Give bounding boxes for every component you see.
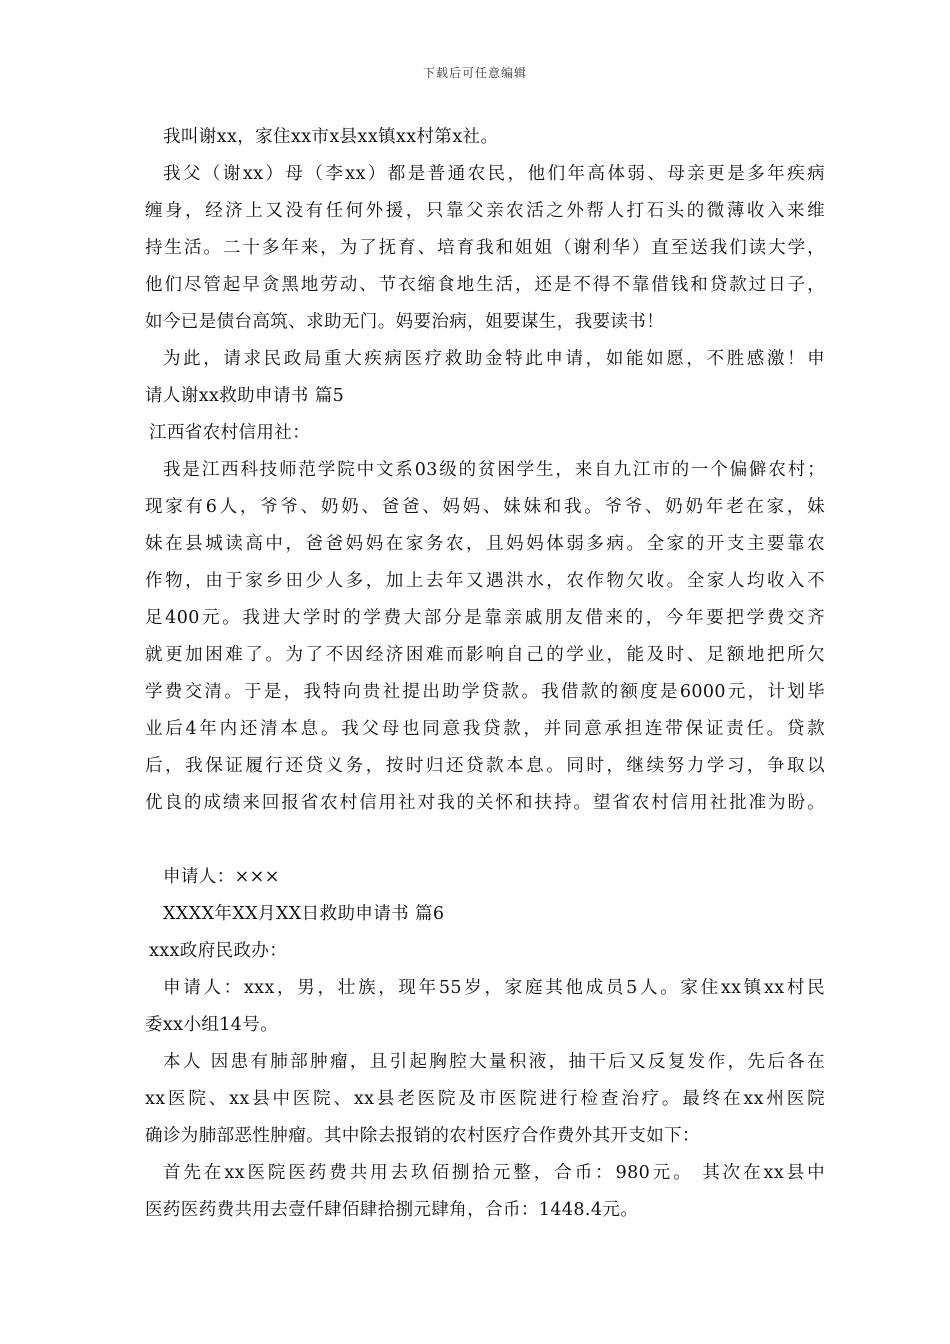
- page-header: 下载后可任意编辑: [422, 66, 527, 80]
- text-line: 业后4年内还清本息。我父母也同意我贷款，并同意承担连带保证责任。贷款: [145, 719, 825, 739]
- text-line: XXXX年XX月XX日救助申请书 篇6: [163, 904, 445, 924]
- text-line: 请人谢xx救助申请书 篇5: [145, 386, 345, 406]
- text-line: 后，我保证履行还贷义务，按时归还贷款本息。同时，继续努力学习，争取以: [145, 756, 825, 776]
- text-line: 我是江西科技师范学院中文系03级的贫困学生，来自九江市的一个偏僻农村；: [163, 460, 825, 480]
- text-line: 现家有6人，爷爷、奶奶、爸爸、妈妈、妹妹和我。爷爷、奶奶年老在家，妹: [145, 497, 825, 517]
- text-line: xxx政府民政办：: [149, 941, 288, 961]
- text-line: xx医院、xx县中医院、xx县老医院及市医院进行检查治疗。最终在xx州医院: [145, 1089, 825, 1109]
- text-line: 本人 因患有肺部肿瘤，且引起胸腔大量积液，抽干后又反复发作，先后各在: [163, 1052, 825, 1072]
- text-line: 足400元。我进大学时的学费大部分是靠亲戚朋友借来的，今年要把学费交齐: [145, 608, 825, 628]
- text-line: 首先在xx医院医药费共用去玖佰捌拾元整，合币：980元。 其次在xx县中: [163, 1163, 825, 1183]
- text-line: 委xx小组14号。: [145, 1015, 279, 1035]
- text-line: 如今已是债台高筑、求助无门。妈要治病，姐要谋生，我要读书！: [145, 312, 665, 332]
- text-line: 确诊为肺部恶性肿瘤。其中除去报销的农村医疗合作费外其开支如下：: [145, 1126, 700, 1146]
- text-line: 申请人：×××: [163, 867, 280, 887]
- text-line: 缠身，经济上又没有任何外援，只靠父亲农活之外帮人打石头的微薄收入来维: [145, 201, 825, 221]
- text-line: 申请人：xxx，男，壮族，现年55岁，家庭其他成员5人。家住xx镇xx村民: [163, 978, 825, 998]
- text-line: 就更加困难了。为了不因经济困难而影响自己的学业，能及时、足额地把所欠: [145, 645, 825, 665]
- text-line: 我叫谢xx，家住xx市x县xx镇xx村第x社。: [163, 127, 499, 147]
- blank-line: [145, 822, 825, 859]
- text-line: 优良的成绩来回报省农村信用社对我的关怀和扶持。望省农村信用社批准为盼。: [145, 793, 825, 813]
- document-body: [145, 119, 825, 1229]
- text-line: 学费交清。于是，我特向贵社提出助学贷款。我借款的额度是6000元，计划毕: [145, 682, 825, 702]
- text-line: 我父（谢xx）母（李xx）都是普通农民，他们年高体弱、母亲更是多年疾病: [163, 164, 825, 184]
- text-line: 医药医药费共用去壹仟肆佰肆拾捌元肆角，合币：1448.4元。: [145, 1200, 639, 1220]
- text-line: 为此，请求民政局重大疾病医疗救助金特此申请，如能如愿，不胜感激！申: [163, 349, 825, 369]
- text-line: 他们尽管起早贪黑地劳动、节衣缩食地生活，还是不得不靠借钱和贷款过日子，: [145, 275, 825, 295]
- text-line: 持生活。二十多年来，为了抚育、培育我和姐姐（谢利华）直至送我们读大学，: [145, 238, 825, 258]
- text-line: 江西省农村信用社：: [149, 423, 311, 443]
- text-line: 妹在县城读高中，爸爸妈妈在家务农，且妈妈体弱多病。全家的开支主要靠农: [145, 534, 825, 554]
- text-line: 作物，由于家乡田少人多，加上去年又遇洪水，农作物欠收。全家人均收入不: [145, 571, 825, 591]
